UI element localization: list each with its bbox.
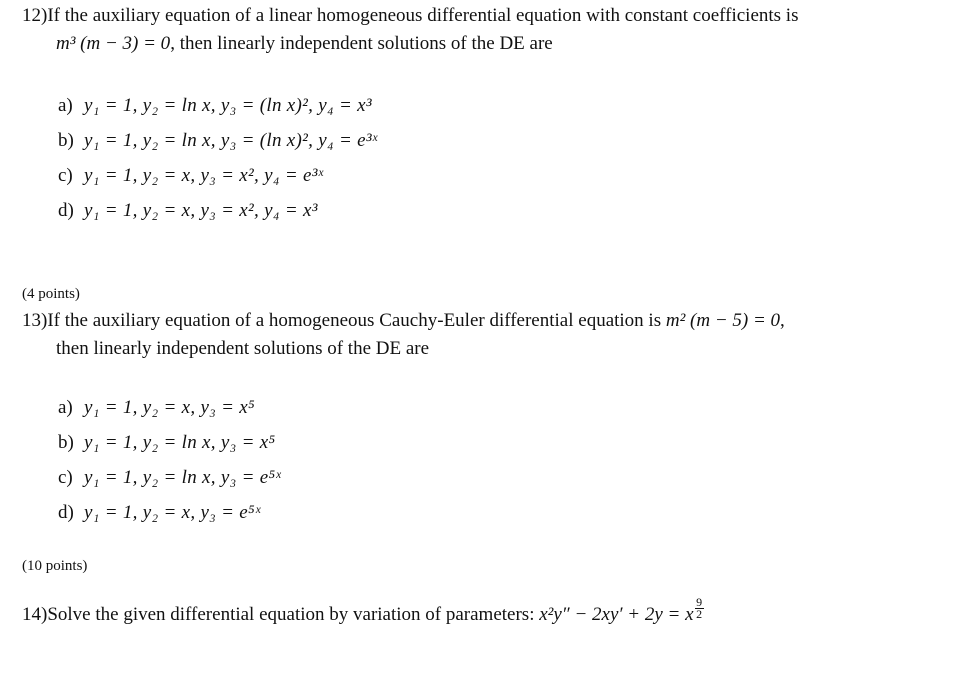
question-text: Solve the given differential equation by variation of parameters: [47,604,535,625]
option-text: y₁ = 1, y₂ = x, y₃ = e⁵ˣ [84,502,261,523]
option-label: d) [58,200,74,221]
question-number: 13) [22,310,48,331]
option-label: c) [58,467,73,488]
option-d[interactable] [58,495,281,530]
option-a[interactable] [58,390,281,425]
option-text: y₁ = 1, y₂ = ln x, y₃ = (ln x)², y₄ = e³ˣ [84,130,378,151]
question-12 [22,2,798,58]
question-text: If the auxiliary equation of a homogeneous Cauchy-Euler differential equation is [47,310,662,331]
differential-equation: x²y″ − 2xy′ + 2y = x [539,604,694,625]
option-label: a) [58,397,73,418]
option-label: b) [58,130,74,151]
option-text: y₁ = 1, y₂ = x, y₃ = x², y₄ = e³ˣ [84,165,324,186]
option-a[interactable] [58,88,378,123]
q12-options [58,88,378,228]
option-text: y₁ = 1, y₂ = ln x, y₃ = x⁵ [84,432,276,453]
option-text: y₁ = 1, y₂ = ln x, y₃ = (ln x)², y₄ = x³ [84,95,372,116]
question-14 [22,597,704,629]
option-text: y₁ = 1, y₂ = x, y₃ = x², y₄ = x³ [84,200,318,221]
option-c[interactable] [58,460,281,495]
auxiliary-equation: m² (m − 5) = 0 [665,310,781,331]
q13-options [58,390,281,530]
points-label: (4 points) [22,286,80,302]
question-number: 14) [22,604,48,625]
question-text: If the auxiliary equation of a linear homogeneous differential equation with constant coefficients is [47,5,799,26]
option-label: a) [58,95,73,116]
question-text: , [780,310,785,331]
question-text: , then linearly independent solutions of the DE are [170,33,553,54]
auxiliary-equation: m³ (m − 3) = 0 [56,33,171,54]
option-b[interactable] [58,123,378,158]
option-c[interactable] [58,158,378,193]
option-label: d) [58,502,74,523]
option-b[interactable] [58,425,281,460]
points-label: (10 points) [22,558,88,574]
question-13 [22,307,785,363]
exponent-denominator: 2 [696,607,703,621]
exponent-fraction [695,597,704,620]
option-label: b) [58,432,74,453]
option-text: y₁ = 1, y₂ = ln x, y₃ = e⁵ˣ [84,467,282,488]
option-text: y₁ = 1, y₂ = x, y₃ = x⁵ [84,397,255,418]
question-text: then linearly independent solutions of the DE are [56,338,430,359]
exponent-numerator: 9 [696,595,703,609]
question-number: 12) [22,5,48,26]
option-d[interactable] [58,193,378,228]
option-label: c) [58,165,73,186]
